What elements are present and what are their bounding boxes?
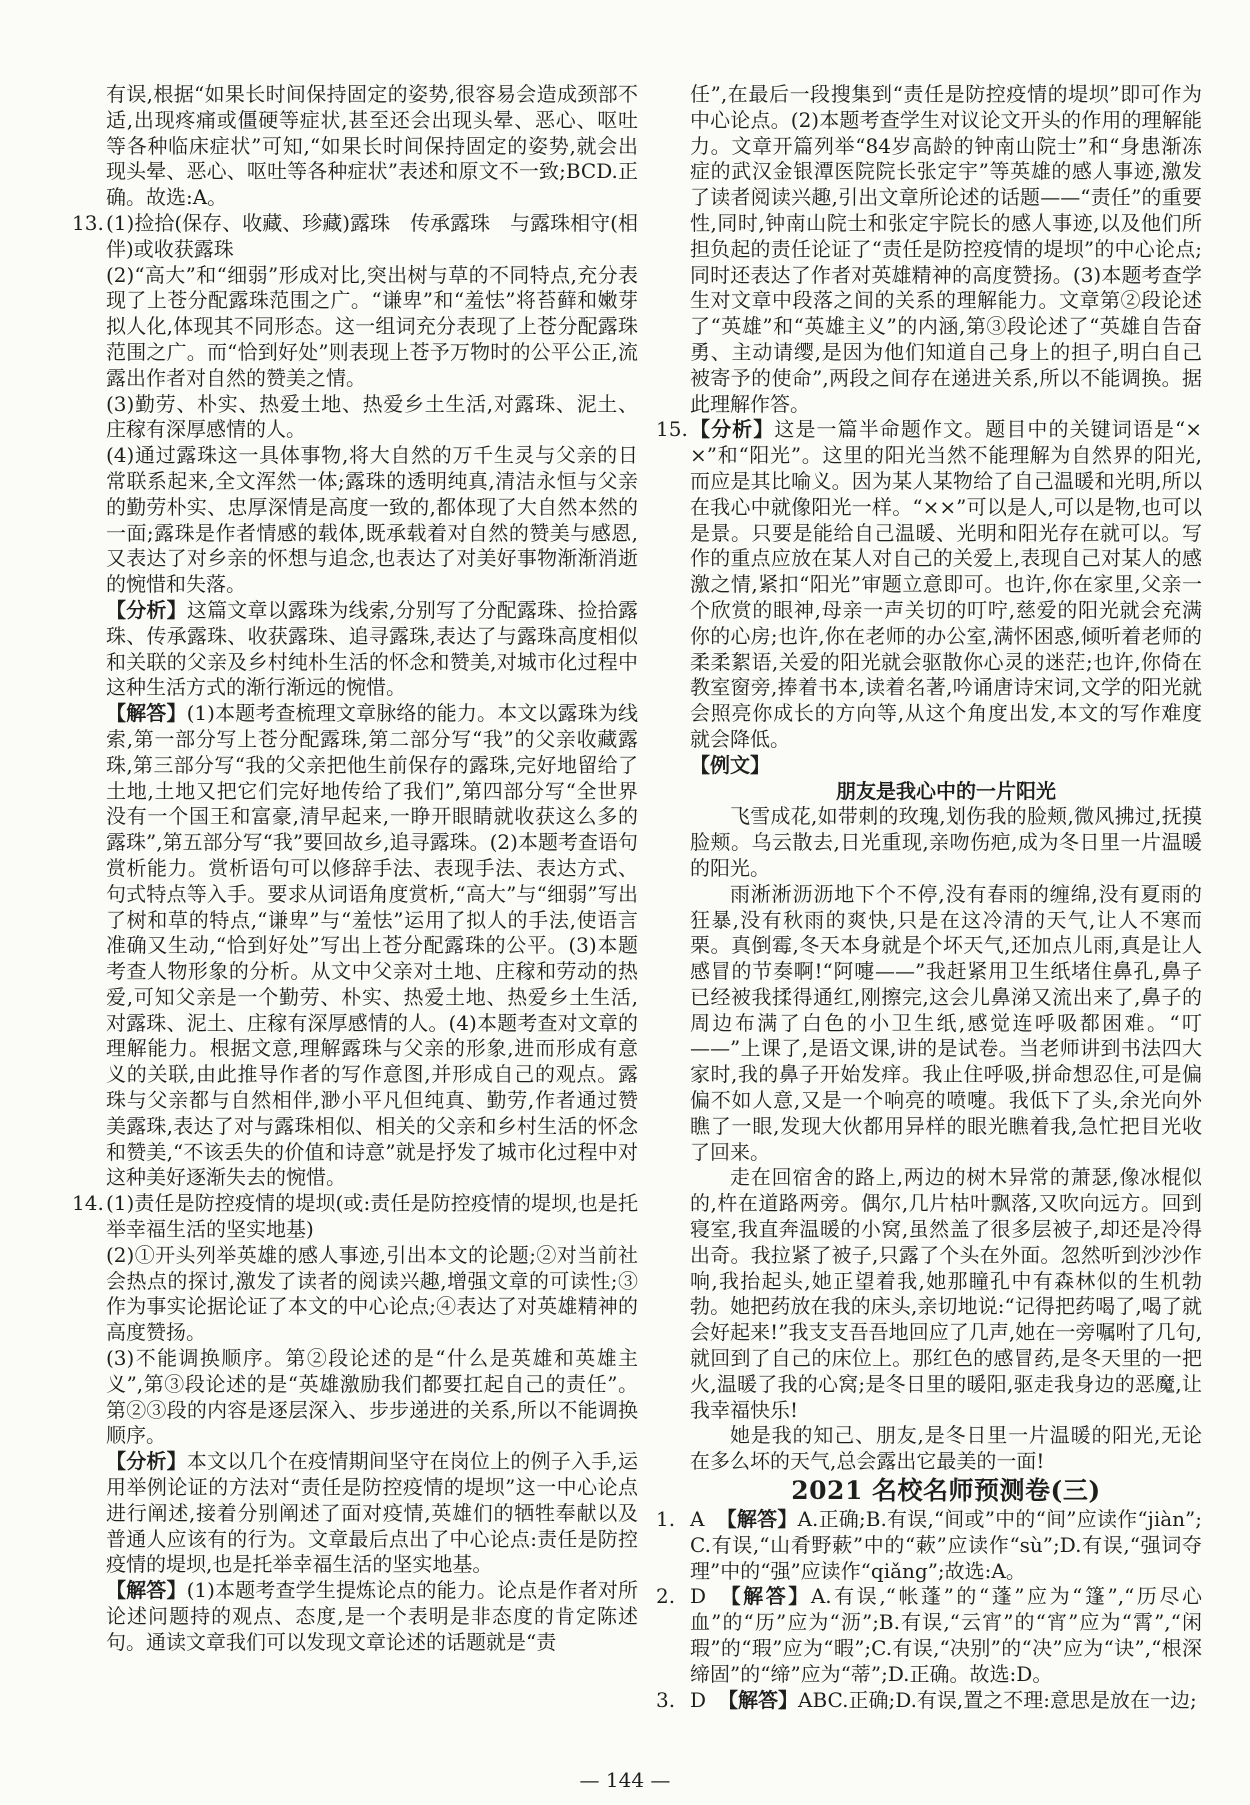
- q14-answer-1-text: (1)责任是防控疫情的堤坝(或:责任是防控疫情的堤坝,也是托举幸福生活的坚实地基): [106, 1191, 638, 1242]
- item-number: 2.: [656, 1584, 676, 1609]
- item-number: 1.: [656, 1507, 676, 1532]
- essay-paragraph: 飞雪成花,如带刺的玫瑰,划伤我的脸颊,微风拂过,抚摸脸颊。乌云散去,日光重现,亲吻伤疤,成为冬日里一片温暖的阳光。: [690, 804, 1202, 880]
- q15-number: 15.: [656, 417, 688, 442]
- q13-solution: [106, 701, 638, 1191]
- analysis-tag: 【分析】: [690, 417, 775, 442]
- q15-analysis: [656, 417, 1203, 752]
- q14-answer-1: [72, 1191, 638, 1243]
- q13-answer-3: (3)勤劳、朴实、热爱土地、热爱乡土生活,对露珠、泥土、庄稼有深厚感情的人。: [106, 391, 638, 442]
- q13-answer-1-text: (1)捡拾(保存、收藏、珍藏)露珠 传承露珠 与露珠相守(相伴)或收获露珠: [106, 210, 638, 261]
- left-column: [72, 82, 639, 1656]
- q14-solution-continued: 任”,在最后一段搜集到“责任是防控疫情的堤坝”即可作为中心论点。(2)本题考查学生对议论文开头的作用的理解能力。文章开篇列举“84岁高龄的钟南山院士”和“身患渐冻症的武汉金银潭医院院长张定宇”等英雄的感人事迹,激发了读者阅读兴趣,引出文章所论述的话题——“责任”的重要性,同时,钟南山院士和张定宇院长的感人事迹,以及他们所担负起的责任论证了“责任是防控疫情的堤坝”的中心论点;同时还表达了作者对英雄精神的高度赞扬。(3)本题考查学生对文章中段落之间的关系的理解能力。文章第②段论述了“英雄”和“英雄主义”的内涵,第③段论述了“英雄自告奋勇、主动请缨,是因为他们知道自己身上的担子,明白自己被寄予的使命”,两段之间存在递进关系,所以不能调换。据此理解作答。: [690, 82, 1202, 416]
- question-15-block: [656, 417, 1203, 1475]
- solution-tag: 【解答】: [106, 701, 187, 726]
- q15-analysis-text: 这是一篇半命题作文。题目中的关键词语是“××”和“阳光”。这里的阳光当然不能理解为自然界的阳光,而应是其比喻义。因为某人某物给了自己温暖和光明,所以在我心中就像阳光一样。“××”可以是人,可以是物,也可以是景。只要是能给自己温暖、光明和阳光存在就可以。写作的重点应放在某人对自己的关爱上,表现自己对某人的感激之情,紧扣“阳光”审题立意即可。也许,你在家里,父亲一个欣赏的眼神,母亲一声关切的叮咛,慈爱的阳光就会充满你的心房;也许,你在老师的办公室,满怀困惑,倾听着老师的柔柔絮语,关爱的阳光就会驱散你心灵的迷茫;也许,你倚在教室窗旁,捧着书本,读着名著,吟诵唐诗宋词,文学的阳光就会照亮你成长的方向等,从这个角度出发,本文的写作难度就会降低。: [690, 417, 1203, 751]
- page-number: — 144 —: [579, 1768, 671, 1792]
- essay-paragraph: 她是我的知己、朋友,是冬日里一片温暖的阳光,无论在多么坏的天气,总会露出它最美的一面!: [690, 1423, 1202, 1474]
- essay-title: 朋友是我心中的一片阳光: [836, 778, 1056, 803]
- q14-answer-2: (2)①开头列举英雄的感人事迹,引出本文的论题;②对当前社会热点的探讨,激发了读者的阅读兴趣,增强文章的可读性;③作为事实论据论证了本文的中心论点;④表达了对英雄精神的高度赞扬。: [106, 1242, 638, 1345]
- q13-analysis-text: 这篇文章以露珠为线索,分别写了分配露珠、捡拾露珠、传承露珠、收获露珠、追寻露珠,表达了与露珠高度相似和关联的父亲及乡村纯朴生活的怀念和赞美,对城市化过程中这种生活方式的渐行渐远的惋惜。: [106, 597, 639, 700]
- answer-item-2: [656, 1584, 1202, 1687]
- section-title: 2021 名校名师预测卷(三): [791, 1476, 1101, 1506]
- q14-solution-text: (1)本题考查学生提炼论点的能力。论点是作者对所论述问题持的观点、态度,是一个表明是非态度的肯定陈述句。通读文章我们可以发现文章论述的话题就是“责: [106, 1578, 638, 1654]
- question-14-block: [72, 1191, 639, 1655]
- q14-number: 14.: [72, 1191, 104, 1216]
- continued-answer-text: 有误,根据“如果长时间保持固定的姿势,很容易会造成颈部不适,出现疼痛或僵硬等症状,甚至还会出现头晕、恶心、呕吐等各种临床症状”可知,“如果长时间保持固定的姿势,就会出现头晕、恶心、呕吐等各种症状”表述和原文不一致;BCD.正确。故选:A。: [106, 82, 638, 210]
- question-13-block: [72, 210, 639, 1191]
- essay-paragraph: 雨淅淅沥沥地下个不停,没有春雨的缠绵,没有夏雨的狂暴,没有秋雨的爽快,只是在这冷清的天气,让人不寒而栗。真倒霉,冬天本身就是个坏天气,还加点儿雨,真是让人感冒的节奏啊!“阿嚏——”我赶紧用卫生纸堵住鼻孔,鼻子已经被我揉得通红,刚擦完,这会儿鼻涕又流出来了,鼻子的周边布满了白色的小卫生纸,感觉连呼吸都困难。“叮——”上课了,是语文课,讲的是试卷。当老师讲到书法四大家时,我的鼻子开始发痒。我止住呼吸,拼命想忍住,可是偏偏不如人意,又是一个响亮的喷嚏。我低下了头,余光向外瞧了一眼,发现大伙都用异样的眼光瞧着我,急忙把目光收了回来。: [690, 881, 1202, 1164]
- answer-list: [656, 1507, 1202, 1713]
- q13-solution-text: (1)本题考查梳理文章脉络的能力。本文以露珠为线索,第一部分写上苍分配露珠,第二部分写“我”的父亲收藏露珠,第三部分写“我的父亲把他生前保存的露珠,完好地留给了土地,土地又把它们完好地传给了我们”,第四部分写“全世界没有一个国王和富豪,清早起来,一睁开眼睛就收获这么多的露珠”,第五部分写“我”要回故乡,追寻露珠。(2)本题考查语句赏析能力。赏析语句可以修辞手法、表现手法、表达方式、句式特点等入手。要求从词语角度赏析,“高大”与“细弱”写出了树和草的特点,“谦卑”与“羞怯”运用了拟人的手法,使语言准确又生动,“恰到好处”写出上苍分配露珠的公平。(3)本题考查人物形象的分析。从文中父亲对土地、庄稼和劳动的热爱,可知父亲是一个勤劳、朴实、热爱土地、热爱乡土生活,对露珠、泥土、庄稼有深厚感情的人。(4)本题考查对文章的理解能力。根据文意,理解露珠与父亲的形象,进而形成有意义的关联,由此推导作者的写作意图,并形成自己的观点。露珠与父亲都与自然相伴,渺小平凡但纯真、勤劳,作者通过赞美露珠,表达了对与露珠相似、相关的父亲和乡村生活的怀念和赞美,“不该丢失的价值和诗意”就是抒发了城市化过程中对这种美好逐渐失去的惋惜。: [106, 701, 638, 1190]
- right-column: [656, 82, 1203, 1713]
- analysis-tag: 【分析】: [106, 1449, 187, 1474]
- solution-tag: 【解答】: [718, 1687, 799, 1712]
- item-text: A.有误,“帐蓬”的“蓬”应为“篷”,“历尽心血”的“历”应为“沥”;B.有误,“云宵”的“宵”应为“霄”,“闲瑕”的“瑕”应为“暇”;C.有误,“决别”的“决”应为“诀”,“根深缔固”的“缔”应为“蒂”;D.正确。故选:D。: [690, 1584, 1202, 1686]
- q14-solution: [106, 1578, 638, 1655]
- item-answer: D: [690, 1687, 707, 1712]
- essay-paragraph: 走在回宿舍的路上,两边的树木异常的萧瑟,像冰棍似的,杵在道路两旁。偶尔,几片枯叶飘落,又吹向远方。回到寝室,我直奔温暖的小窝,虽然盖了很多层被子,却还是冷得出奇。我拉紧了被子,只露了个头在外面。忽然听到沙沙作响,我抬起头,她正望着我,她那瞳孔中有森林似的生机勃勃。她把药放在我的床头,亲切地说:“记得把药喝了,喝了就会好起来!”我支支吾吾地回应了几声,她在一旁嘱咐了几句,就回到了自己的床位上。那红色的感冒药,是冬天里的一把火,温暖了我的心窝;是冬日里的暖阳,驱走我身边的恶魔,让我幸福快乐!: [690, 1165, 1202, 1422]
- q13-answer-1: [72, 210, 638, 263]
- q13-answer-4: (4)通过露珠这一具体事物,将大自然的万千生灵与父亲的日常联系起来,全文浑然一体;露珠的透明纯真,清洁永恒与父亲的勤劳朴实、忠厚深情是高度一致的,都体现了大自然本然的一面;露珠是作者情感的载体,既承载着对自然的赞美与感恩,又表达了对乡亲的怀想与追念,也表达了对美好事物渐渐消逝的惋惜和失落。: [106, 443, 638, 597]
- item-number: 3.: [656, 1687, 676, 1712]
- item-text: ABC.正确;D.有误,置之不理:意思是放在一边;: [798, 1687, 1197, 1712]
- q14-analysis: [106, 1449, 638, 1578]
- solution-tag: 【解答】: [106, 1578, 187, 1603]
- example-essay-tag: 【例文】: [690, 752, 770, 777]
- solution-tag: 【解答】: [718, 1584, 811, 1609]
- q14-analysis-text: 本文以几个在疫情期间坚守在岗位上的例子入手,运用举例论证的方法对“责任是防控疫情的堤坝”这一中心论点进行阐述,接着分别阐述了面对疫情,英雄们的牺牲奉献以及普通人应该有的行为。文章最后点出了中心论点:责任是防控疫情的堤坝,也是托举幸福生活的坚实地基。: [106, 1449, 639, 1577]
- q14-answer-3: (3)不能调换顺序。第②段论述的是“什么是英雄和英雄主义”,第③段论述的是“英雄激励我们都要扛起自己的责任”。第②③段的内容是逐层深入、步步递进的关系,所以不能调换顺序。: [106, 1346, 638, 1448]
- q13-analysis: [106, 598, 638, 701]
- q13-number: 13.: [72, 210, 104, 235]
- item-answer: A: [690, 1507, 705, 1532]
- answer-item-1: [656, 1507, 1202, 1584]
- q13-answer-2: (2)“高大”和“细弱”形成对比,突出树与草的不同特点,充分表现了上苍分配露珠范围之广。“谦卑”和“羞怯”将苔藓和嫩芽拟人化,体现其不同形态。这一组词充分表现了上苍分配露珠范围之广。而“恰到好处”则表现上苍予万物时的公平公正,流露出作者对自然的赞美之情。: [106, 262, 638, 390]
- answer-item-3: [656, 1687, 1202, 1714]
- solution-tag: 【解答】: [716, 1507, 798, 1532]
- analysis-tag: 【分析】: [106, 597, 187, 622]
- item-answer: D: [690, 1584, 707, 1609]
- item-text: A.正确;B.有误,“间或”中的“间”应读作“jiàn”;C.有误,“山肴野蔌”中的“蔌”应读作“sù”;D.有误,“强词夺理”中的“强”应读作“qiǎng”;故选:A。: [690, 1507, 1202, 1583]
